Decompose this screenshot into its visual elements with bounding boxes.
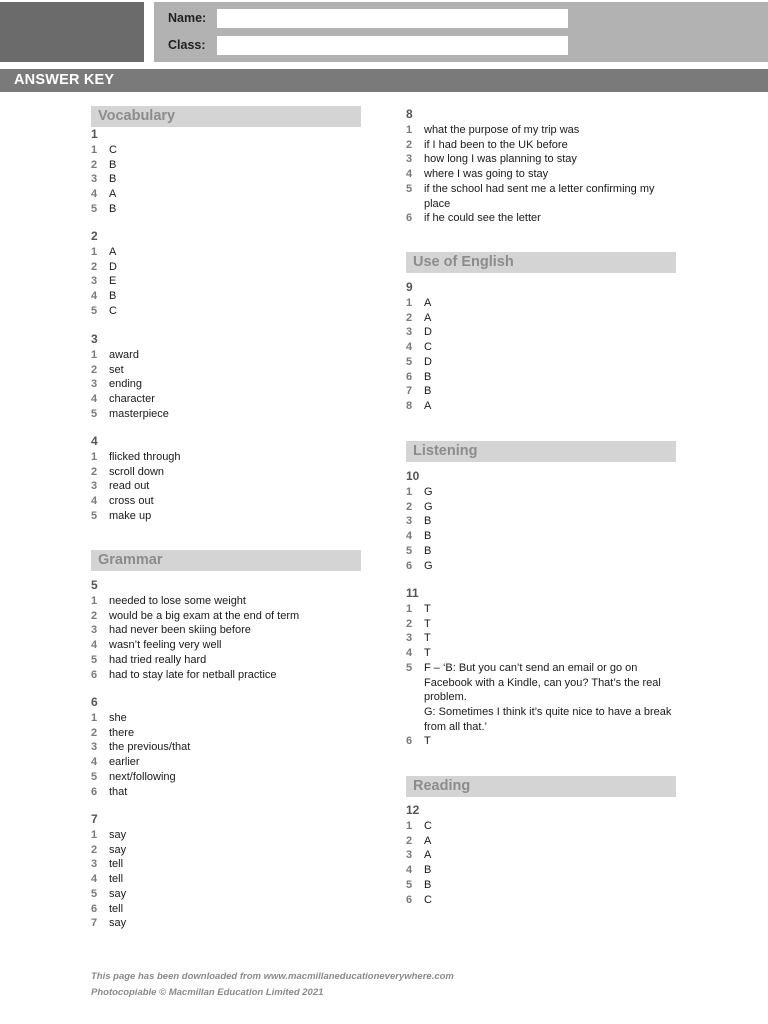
answer-text: read out xyxy=(109,480,150,493)
class-label: Class: xyxy=(168,38,206,52)
answer-number: 6 xyxy=(406,370,413,383)
answer-key-banner xyxy=(0,69,768,92)
question-number: 9 xyxy=(406,280,413,294)
answer-number: 4 xyxy=(406,168,413,181)
answer-number: 2 xyxy=(91,465,98,478)
answer-number: 5 xyxy=(406,182,413,195)
answer-text: masterpiece xyxy=(109,407,169,420)
banner-title: ANSWER KEY xyxy=(14,72,115,88)
answer-number: 6 xyxy=(406,735,413,748)
answer-text: T xyxy=(424,617,431,630)
answer-number: 4 xyxy=(91,495,98,508)
answer-text: B xyxy=(424,530,432,543)
section-reading xyxy=(406,776,676,797)
answer-text: D xyxy=(109,260,117,273)
answer-number: 1 xyxy=(406,603,413,615)
answer-number: 3 xyxy=(91,378,98,391)
answer-number: 6 xyxy=(406,559,413,572)
section-title: Grammar xyxy=(98,552,163,568)
answer-text: set xyxy=(109,363,124,376)
answer-number: 1 xyxy=(91,451,98,463)
answer-number: 2 xyxy=(91,726,98,739)
answer-text: the previous/that xyxy=(109,741,191,754)
answer-text: A xyxy=(424,849,432,862)
name-label: Name: xyxy=(168,11,207,25)
answer-text: ending xyxy=(109,378,143,391)
answer-text: F – ‘B: But you can’t send an email or go on Facebook with a Kindle, can you? That’s the real problem. G: Sometimes I think it’s quite nice to have a break from all that.’ xyxy=(424,661,672,733)
answer-text: would be a big exam at the end of term xyxy=(109,609,300,622)
answer-number: 6 xyxy=(406,893,413,906)
question-number: 7 xyxy=(91,812,98,826)
answer-text: award xyxy=(109,349,139,361)
answer-text: had to stay late for netball practice xyxy=(109,668,277,681)
answer-text: scroll down xyxy=(109,465,165,478)
answer-number: 4 xyxy=(91,756,98,769)
question-number: 10 xyxy=(406,469,420,483)
answer-number: 2 xyxy=(406,311,413,324)
answer-number: 4 xyxy=(91,290,98,303)
answer-number: 5 xyxy=(406,355,413,368)
answer-number: 5 xyxy=(91,887,98,900)
answer-number: 2 xyxy=(406,617,413,630)
answer-text: A xyxy=(424,297,432,309)
answer-text: B xyxy=(424,544,432,557)
answer-text: T xyxy=(424,632,431,645)
question-number: 4 xyxy=(91,434,98,448)
answer-number: 8 xyxy=(406,399,413,412)
section-vocabulary xyxy=(91,106,361,127)
footer-copyright: Photocopiable © Macmillan Education Limited 2021 xyxy=(91,987,324,998)
answer-number: 3 xyxy=(91,275,98,288)
answer-number: 4 xyxy=(406,530,413,543)
answer-text: A xyxy=(109,246,117,258)
answer-text: next/following xyxy=(109,770,176,783)
answer-number: 4 xyxy=(91,393,98,406)
answer-number: 2 xyxy=(406,500,413,513)
header-dark-block xyxy=(0,2,144,62)
answer-number: 1 xyxy=(406,820,413,832)
answer-text: A xyxy=(109,188,117,201)
question-number: 11 xyxy=(406,586,419,600)
answer-number: 2 xyxy=(406,834,413,847)
answer-text: B xyxy=(109,173,117,186)
answer-text: B xyxy=(109,202,117,215)
answer-number: 3 xyxy=(406,326,413,339)
answer-text: C xyxy=(424,820,432,832)
answer-text: D xyxy=(424,326,432,339)
answer-number: 1 xyxy=(91,595,98,607)
answer-text: tell xyxy=(109,902,124,915)
answer-text: C xyxy=(424,893,432,906)
answer-text: tell xyxy=(109,858,124,871)
answer-number: 3 xyxy=(91,858,98,871)
answer-text: say xyxy=(109,843,127,856)
section-title: Use of English xyxy=(413,254,514,270)
answer-text: G xyxy=(424,486,433,498)
answer-text: there xyxy=(109,726,135,739)
section-grammar xyxy=(91,550,361,571)
answer-text: T xyxy=(424,603,431,615)
answer-text: B xyxy=(424,864,432,877)
answer-text: say xyxy=(109,917,127,930)
section-listening xyxy=(406,441,676,462)
answer-text: how long I was planning to stay xyxy=(424,153,577,166)
answer-text: G xyxy=(424,559,433,572)
answer-text: A xyxy=(424,834,432,847)
answer-number: 7 xyxy=(406,385,413,398)
student-info-panel xyxy=(154,2,768,62)
answer-number: 5 xyxy=(91,202,98,215)
answer-text: C xyxy=(109,304,117,317)
answer-text: she xyxy=(109,712,127,724)
answer-number: 1 xyxy=(91,829,98,841)
class-field[interactable] xyxy=(217,36,568,55)
answer-number: 5 xyxy=(406,878,413,891)
section-use-of-english xyxy=(406,252,676,273)
answer-number: 3 xyxy=(406,515,413,528)
answer-number: 6 xyxy=(91,785,98,798)
answer-text: what the purpose of my trip was xyxy=(424,124,580,136)
answer-number: 2 xyxy=(91,158,98,171)
answer-text: had tried really hard xyxy=(109,653,207,666)
answer-number: 4 xyxy=(91,639,98,652)
answer-text: flicked through xyxy=(109,451,181,463)
answer-number: 5 xyxy=(91,509,98,522)
answer-text: B xyxy=(424,515,432,528)
answer-number: 2 xyxy=(406,138,413,151)
answer-text: where I was going to stay xyxy=(424,168,549,181)
answer-number: 3 xyxy=(406,632,413,645)
answer-number: 4 xyxy=(406,341,413,354)
answer-text: B xyxy=(109,158,117,171)
answer-number: 7 xyxy=(91,917,98,930)
answer-text: G xyxy=(424,500,433,513)
question-number: 6 xyxy=(91,695,98,709)
answer-number: 3 xyxy=(91,480,98,493)
question-number: 12 xyxy=(406,803,420,817)
answer-number: 3 xyxy=(406,153,413,166)
question-number: 1 xyxy=(91,127,98,141)
answer-text: A xyxy=(424,311,432,324)
answer-text: had never been skiing before xyxy=(109,624,251,637)
answer-number: 5 xyxy=(406,661,413,674)
answer-text: T xyxy=(424,647,431,660)
answer-number: 4 xyxy=(406,864,413,877)
footer-download-note: This page has been downloaded from www.macmillaneducationeverywhere.com xyxy=(91,971,454,982)
answer-text: B xyxy=(424,878,432,891)
answer-number: 1 xyxy=(406,486,413,498)
answer-text: if I had been to the UK before xyxy=(424,138,568,151)
section-title: Reading xyxy=(413,778,471,794)
answer-number: 5 xyxy=(406,544,413,557)
answer-text: cross out xyxy=(109,495,154,508)
answer-text: E xyxy=(109,275,117,288)
answer-number: 3 xyxy=(406,849,413,862)
answer-number: 4 xyxy=(406,647,413,660)
answer-text: say xyxy=(109,829,127,841)
answer-text: C xyxy=(424,341,432,354)
answer-text: earlier xyxy=(109,756,140,769)
answer-number: 6 xyxy=(406,212,413,225)
answer-number: 1 xyxy=(91,144,98,156)
answer-text: if he could see the letter xyxy=(424,212,541,225)
section-title: Vocabulary xyxy=(98,108,176,124)
question-number: 3 xyxy=(91,332,98,346)
answer-text: C xyxy=(109,144,117,156)
answer-text: D xyxy=(424,355,432,368)
answer-number: 4 xyxy=(91,873,98,886)
answer-text: B xyxy=(424,370,432,383)
answer-number: 2 xyxy=(91,260,98,273)
answer-number: 2 xyxy=(91,843,98,856)
answer-text: say xyxy=(109,887,127,900)
answer-text: tell xyxy=(109,873,124,886)
answer-text: needed to lose some weight xyxy=(109,595,246,607)
answer-number: 5 xyxy=(91,407,98,420)
answer-number: 1 xyxy=(91,349,98,361)
answer-text: wasn’t feeling very well xyxy=(109,639,222,652)
answer-number: 3 xyxy=(91,173,98,186)
answer-number: 2 xyxy=(91,363,98,376)
answer-number: 3 xyxy=(91,741,98,754)
answer-number: 5 xyxy=(91,653,98,666)
answer-number: 3 xyxy=(91,624,98,637)
answer-text: make up xyxy=(109,509,152,522)
answer-number: 1 xyxy=(91,246,98,258)
answer-text: if the school had sent me a letter confirming my place xyxy=(424,182,655,210)
answer-text: character xyxy=(109,393,155,406)
answer-text: B xyxy=(424,385,432,398)
answer-number: 6 xyxy=(91,902,98,915)
answer-text: that xyxy=(109,785,128,798)
answer-number: 1 xyxy=(91,712,98,724)
answer-number: 4 xyxy=(91,188,98,201)
question-number: 5 xyxy=(91,578,98,592)
question-number: 2 xyxy=(91,229,98,243)
answer-number: 1 xyxy=(406,297,413,309)
answer-number: 6 xyxy=(91,668,98,681)
answer-number: 5 xyxy=(91,770,98,783)
answer-number: 5 xyxy=(91,304,98,317)
answer-text: B xyxy=(109,290,117,303)
name-field[interactable] xyxy=(217,9,568,28)
answer-number: 2 xyxy=(91,609,98,622)
question-number: 8 xyxy=(406,107,413,121)
section-title: Listening xyxy=(413,443,478,459)
answer-text: A xyxy=(424,399,432,412)
answer-text: T xyxy=(424,735,431,748)
answer-number: 1 xyxy=(406,124,413,136)
